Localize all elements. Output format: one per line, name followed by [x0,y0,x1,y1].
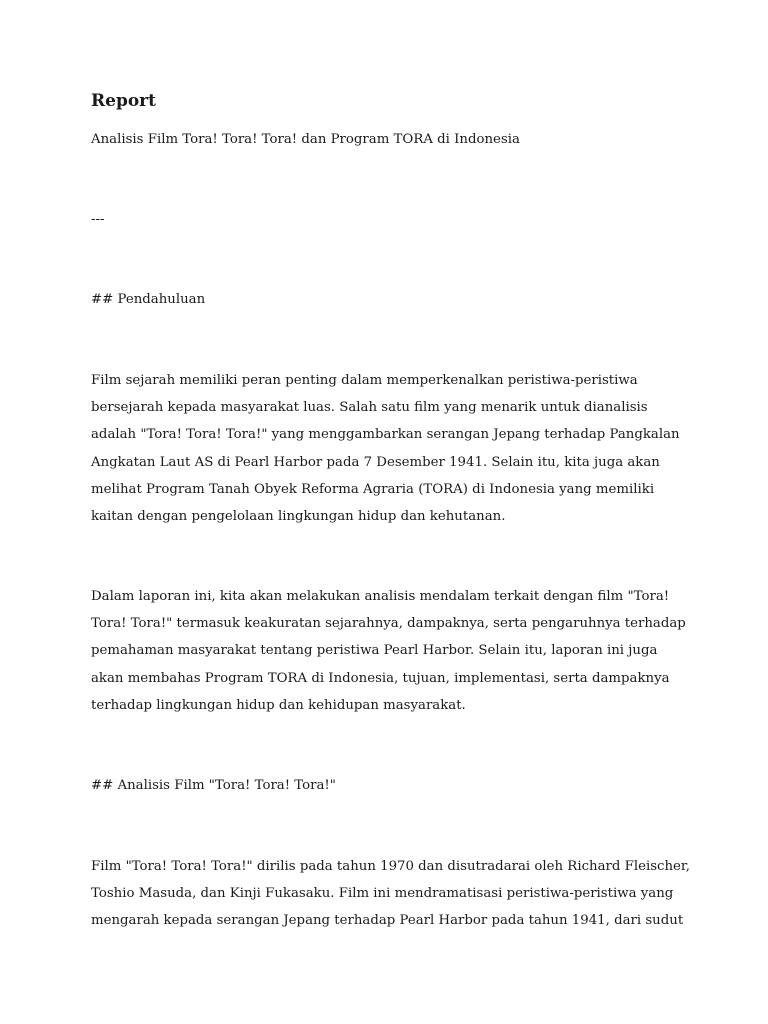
document-title: Report [91,91,156,111]
paragraph-intro-1: Film sejarah memiliki peran penting dalam memperkenalkan peristiwa-peristiwa bersejarah kepada masyarakat luas. Salah satu film yang menarik untuk dianalisis adalah "Tora! Tora! Tora!" yang menggambarkan serangan Jepang terhadap Pangkalan Angkatan Laut AS di Pearl Harbor pada 7 Desember 1941. Selain itu, kita juga akan melihat Program Tanah Obyek Reforma Agraria (TORA) di Indonesia yang memiliki kaitan dengan pengelolaan lingkungan hidup dan kehutanan. [91,373,680,525]
paragraph-film-1: Film "Tora! Tora! Tora!" dirilis pada tahun 1970 dan disutradarai oleh Richard Fleischer, Toshio Masuda, dan Kinji Fukasaku. Film ini mendramatisasi peristiwa-peristiwa yang mengarah kepada serangan Jepang terhadap Pearl Harbor pada tahun 1941, dari sudut [91,859,691,929]
paragraph-intro-2: Dalam laporan ini, kita akan melakukan analisis mendalam terkait dengan film "Tora! Tora! Tora!" termasuk keakuratan sejarahnya, dampaknya, serta pengaruhnya terhadap pemahaman masyarakat tentang peristiwa Pearl Harbor. Selain itu, laporan ini juga akan membahas Program TORA di Indonesia, tujuan, implementasi, serta dampaknya terhadap lingkungan hidup dan kehidupan masyarakat. [91,589,686,713]
separator-line: --- [91,212,105,227]
heading-analisis-film: ## Analisis Film "Tora! Tora! Tora!" [91,778,336,793]
heading-pendahuluan: ## Pendahuluan [91,292,206,307]
document-subtitle: Analisis Film Tora! Tora! Tora! dan Program TORA di Indonesia [91,132,520,147]
